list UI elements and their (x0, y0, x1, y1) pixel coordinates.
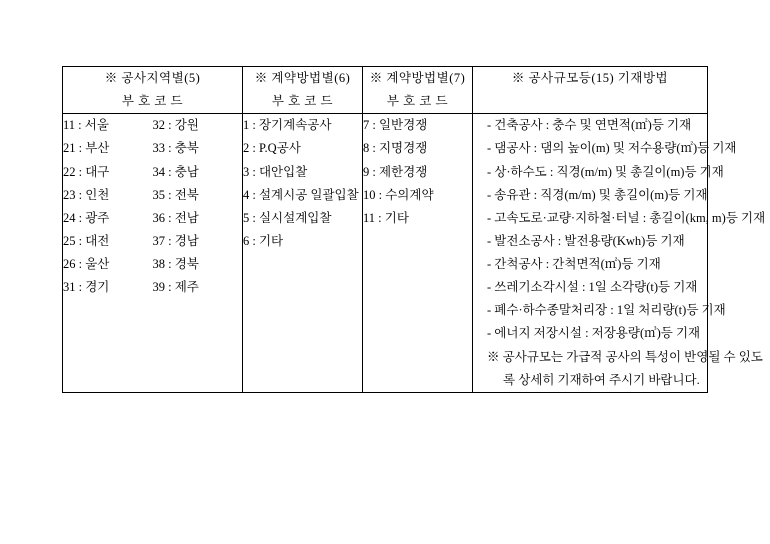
body-cell-contract-method-7 (363, 114, 473, 393)
list-item: 10 : 수의계약 (363, 187, 434, 202)
list-item: - 송유관 : 직경(m/m) 및 총길이(m)등 기재 (487, 187, 708, 202)
list-item: 6 : 기타 (243, 233, 284, 248)
list-item: 23 : 인천 (63, 187, 110, 202)
header-cell-contract-method-6 (243, 67, 363, 114)
body-cell-contract-method-6 (243, 114, 363, 393)
list-item: 26 : 울산 (63, 257, 110, 271)
list-item: 1 : 장기계속공사 (243, 118, 332, 133)
list-item: 38 : 경북 (152, 257, 199, 271)
body-cell-construction-scale (473, 114, 766, 393)
list-item: - 건축공사 : 충수 및 연면적(㎡)등 기재 (487, 118, 692, 133)
header-line: ※ 공사지역별(5) (104, 71, 201, 85)
list-item: 4 : 설계시공 일괄입찰 (243, 187, 359, 202)
list-item: 37 : 경남 (152, 233, 199, 248)
list-item: 25 : 대전 (63, 233, 110, 248)
body-cell-region-codes (63, 114, 243, 393)
list-item: 11 : 기타 (363, 210, 409, 225)
list-item: 36 : 전남 (152, 210, 199, 225)
list-item: 11 : 서울 (63, 118, 109, 133)
list-item: 2 : P.Q공사 (243, 141, 301, 156)
region-code-column-left (63, 114, 153, 299)
list-item: 22 : 대구 (63, 164, 110, 179)
table-header-row (63, 67, 708, 114)
table-body-row (63, 114, 708, 393)
header-line: ※ 계약방법별(7) (369, 71, 466, 85)
code-reference-table (62, 66, 766, 393)
list-item: - 에너지 저장시설 : 저장용량(㎥)등 기재 (487, 326, 701, 341)
list-item: 24 : 광주 (63, 210, 110, 225)
header-cell-construction-scale (473, 67, 708, 114)
list-item: - 쓰레기소각시설 : 1일 소각량(t)등 기재 (487, 280, 698, 295)
list-item: 35 : 전북 (152, 187, 199, 202)
header-line: 부 호 코 드 (386, 94, 449, 109)
list-item: - 간척공사 : 간척면적(㎡)등 기재 (487, 257, 661, 271)
list-item: 34 : 충남 (152, 164, 199, 179)
region-code-column-right (153, 114, 243, 299)
header-cell-contract-method-7 (363, 67, 473, 114)
header-line: 부 호 코 드 (271, 94, 334, 109)
list-item: - 고속도로·교량·지하철·터널 : 총길이(km, m)등 기재 (487, 210, 766, 225)
list-item: 8 : 지명경쟁 (363, 141, 428, 156)
list-item: 39 : 제주 (152, 280, 199, 295)
region-code-columns (63, 114, 242, 299)
header-line: ※ 공사규모등(15) 기재방법 (511, 71, 669, 85)
list-item: - 발전소공사 : 발전용량(Kwh)등 기재 (487, 233, 685, 248)
header-line: ※ 계약방법별(6) (254, 71, 351, 85)
list-item: 21 : 부산 (63, 141, 110, 156)
list-item: 32 : 강원 (152, 118, 199, 133)
note-line: ※ 공사규모는 가급적 공사의 특성이 반영될 수 있도 (487, 349, 763, 364)
list-item: 3 : 대안입찰 (243, 164, 308, 179)
list-item: 9 : 제한경쟁 (363, 164, 428, 179)
note-line-continued: 록 상세히 기재하여 주시기 바랍니다. (503, 372, 700, 387)
header-cell-region (63, 67, 243, 114)
list-item: - 댐공사 : 댐의 높이(m) 및 저수용량(㎡)등 기재 (487, 141, 737, 156)
list-item: 5 : 실시설계입찰 (243, 210, 332, 225)
list-item: - 폐수·하수종말처리장 : 1일 처리량(t)등 기재 (487, 303, 726, 318)
list-item: 33 : 충북 (152, 141, 199, 156)
list-item: - 상·하수도 : 직경(m/m) 및 총길이(m)등 기재 (487, 164, 724, 179)
list-item: 31 : 경기 (63, 280, 110, 295)
header-line: 부 호 코 드 (121, 94, 184, 109)
list-item: 7 : 일반경쟁 (363, 118, 428, 133)
